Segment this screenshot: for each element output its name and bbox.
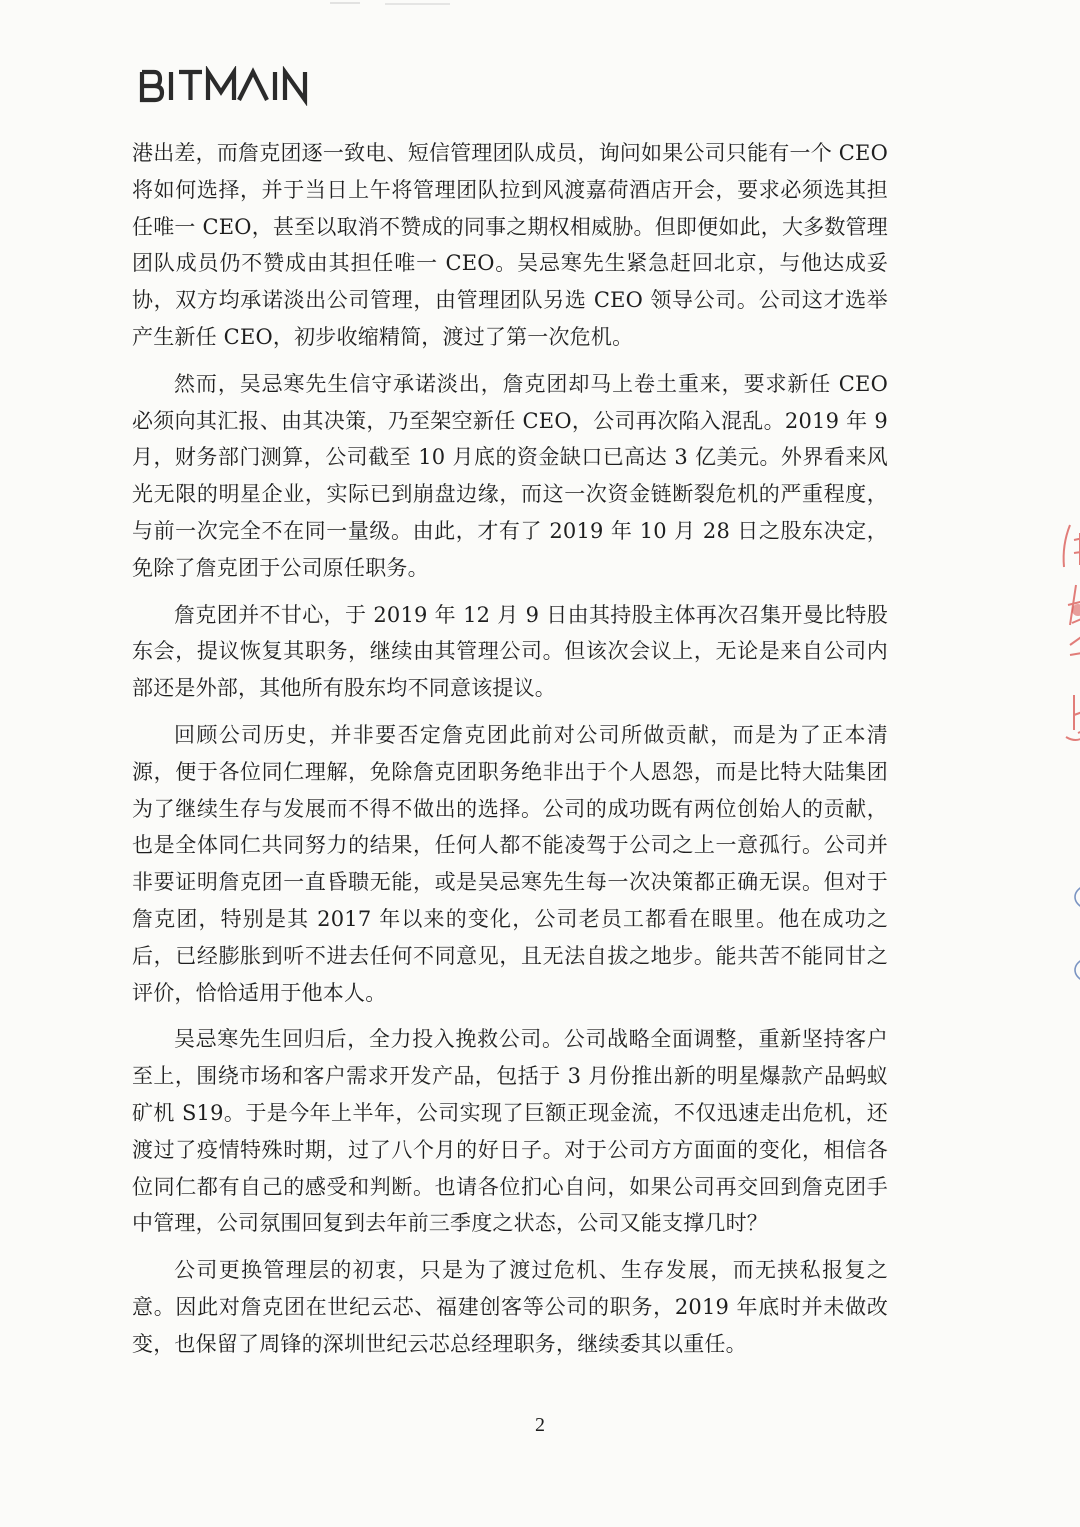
paragraph-5: 吴忌寒先生回归后，全力投入挽救公司。公司战略全面调整，重新坚持客户至上，围绕市场和客户需求开发产品，包括于 3 月份推出新的明星爆款产品蚂蚁矿机 S19。于是今年上半年，公司实现了巨额正现金流，不仅迅速走出危机，还渡过了疫情特殊时期，过了八个月的好日子。对于公司方方面面的变化，相信各位同仁都有自己的感受和判断。也请各位扪心自问，如果公司再交回到詹克团手中管理，公司氛围回复到去年前三季度之状态，公司又能支撑几时？ — [132, 1027, 888, 1236]
scan-artifact — [330, 0, 450, 8]
letter-body — [132, 135, 888, 1373]
paragraph-3: 詹克团并不甘心，于 2019 年 12 月 9 日由其持股主体再次召集开曼比特股东会，提议恢复其职务，继续由其管理公司。但该次会议上，无论是来自公司内部还是外部，其他所有股东均不同意该提议。 — [132, 602, 888, 701]
red-seal-stamp — [1040, 505, 1080, 765]
page-number: 2 — [535, 1414, 545, 1436]
paragraph-2: 然而，吴忌寒先生信守承诺淡出，詹克团却马上卷土重来，要求新任 CEO 必须向其汇报、由其决策，乃至架空新任 CEO，公司再次陷入混乱。2019 年 9 月，财务部门测算，公司截至 10 月底的资金缺口已高达 3 亿美元。外界看来风光无限的明星企业，实际已到崩盘边缘，而这一次资金链断裂危机的严重程度，与前一次完全不在同一量级。由此，才有了 2019 年 10 月 28 日之股东决定，免除了詹克团于公司原任职务。 — [132, 371, 888, 580]
paragraph-4: 回顾公司历史，并非要否定詹克团此前对公司所做贡献，而是为了正本清源，便于各位同仁理解，免除詹克团职务绝非出于个人恩怨，而是比特大陆集团为了继续生存与发展而不得不做出的选择。公司的成功既有两位创始人的贡献，也是全体同仁共同努力的结果，任何人都不能凌驾于公司之上一意孤行。公司并非要证明詹克团一直昏聩无能，或是吴忌寒先生每一次决策都正确无误。但对于詹克团，特别是其 2017 年以来的变化，公司老员工都看在眼里。他在成功之后，已经膨胀到听不进去任何不同意见，且无法自拔之地步。能共苦不能同甘之评价，恰恰适用于他本人。 — [132, 722, 888, 1005]
bitmain-logo — [138, 66, 323, 106]
paragraph-6: 公司更换管理层的初衷，只是为了渡过危机、生存发展，而无挟私报复之意。因此对詹克团在世纪云芯、福建创客等公司的职务，2019 年底时并未做改变，也保留了周锋的深圳世纪云芯总经理职务，继续委其以重任。 — [132, 1258, 888, 1356]
logo-wordmark — [138, 66, 323, 106]
paragraph-1: 港出差，而詹克团逐一致电、短信管理团队成员，询问如果公司只能有一个 CEO 将如何选择，并于当日上午将管理团队拉到风渡嘉荷酒店开会，要求必须选其担任唯一 CEO，甚至以取消不赞成的同事之期权相威胁。但即便如此，大多数管理团队成员仍不赞成由其担任唯一 CEO。吴忌寒先生紧急赶回北京，与他达成妥协，双方均承诺淡出公司管理，由管理团队另选 CEO 领导公司。公司这才选举产生新任 CEO，初步收缩精简，渡过了第一次危机。 — [132, 141, 888, 349]
blue-stamp — [1050, 872, 1080, 1002]
